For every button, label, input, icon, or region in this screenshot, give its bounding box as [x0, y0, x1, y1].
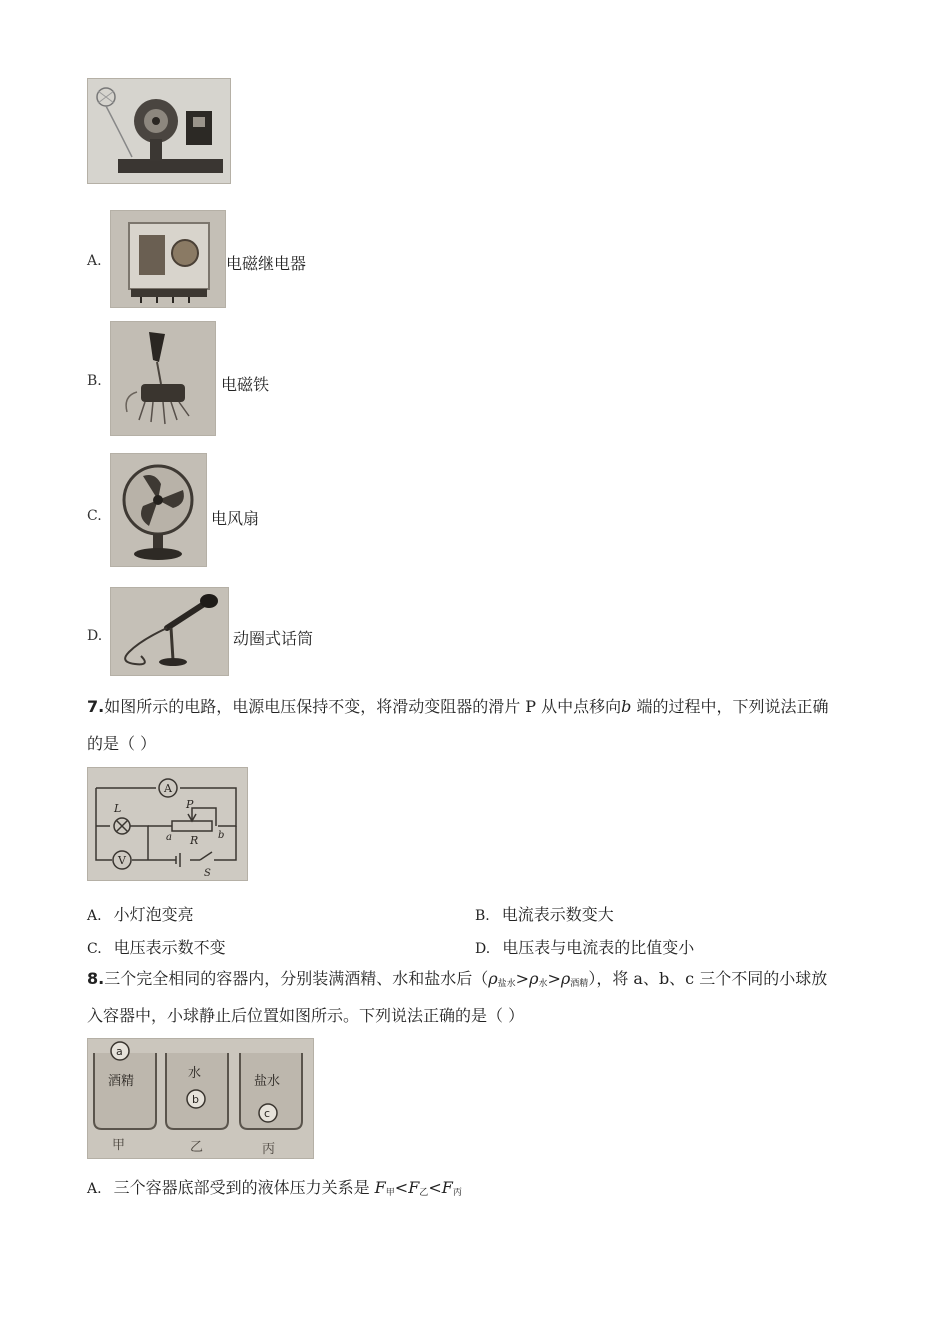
circuit-label-switch: S: [204, 868, 211, 879]
q8-choice-a-text: 三个容器底部受到的液体压力关系是: [113, 1178, 375, 1197]
rho-1: ρ: [488, 969, 498, 988]
rho-sub-salt: 盐水: [497, 979, 516, 989]
q8-stem-line2: 入容器中，小球静止后位置如图所示。下列说法正确的是（ ）: [87, 1006, 525, 1025]
lt-1: <: [394, 1178, 409, 1197]
q8-choice-a-letter: A.: [87, 1181, 102, 1197]
circuit-label-ammeter: A: [164, 782, 172, 795]
q8-line1-a: 三个完全相同的容器内，分别装满酒精、水和盐水后（: [104, 969, 489, 988]
microphone-photo: [110, 587, 229, 676]
q7-choice-c-letter: C.: [87, 941, 102, 957]
containers-balls-icon: [88, 1039, 313, 1158]
circuit-diagram-icon: [88, 768, 247, 880]
option-d-letter[interactable]: D.: [87, 628, 103, 644]
q7-choice-b-letter: B.: [475, 908, 490, 924]
rho-sub-water: 水: [538, 979, 548, 989]
electric-fan-icon: [111, 454, 206, 566]
ball-a-label: a: [116, 1045, 123, 1058]
lt-2: <: [428, 1178, 442, 1197]
q7-stem-line2: 的是（ ）: [87, 734, 157, 753]
force-sub-3: 丙: [452, 1188, 462, 1198]
q7-choice-a-text: 小灯泡变亮: [113, 905, 194, 924]
liquid-2-label: 水: [188, 1066, 202, 1081]
circuit-label-slider: P: [186, 798, 194, 811]
q7-choice-a[interactable]: [87, 902, 194, 925]
q7-choice-b[interactable]: [475, 902, 614, 925]
force-sub-1: 甲: [385, 1188, 395, 1198]
q8-line1-b: ），将 a、b、c 三个不同的小球放: [588, 969, 828, 988]
rho-3: ρ: [560, 969, 571, 988]
q6-stem-photo: [87, 78, 231, 184]
container-2-label: 乙: [190, 1140, 204, 1155]
q8-choice-a[interactable]: [87, 1175, 462, 1198]
force-f-2: F: [408, 1178, 420, 1197]
q8-stem-line1: [87, 961, 827, 1002]
force-sub-2: 乙: [419, 1188, 429, 1198]
gt-1: >: [515, 969, 530, 988]
q7-choice-c[interactable]: [87, 935, 226, 958]
q8-number: 8.: [87, 969, 105, 988]
container-1-label: 甲: [112, 1138, 126, 1153]
electromagnet-icon: [111, 322, 215, 435]
q7-choice-d-letter: D.: [475, 941, 491, 957]
q7-b-variable: b: [621, 697, 632, 716]
microphone-icon: [111, 588, 228, 675]
q7-choice-c-text: 电压表示数不变: [113, 938, 226, 957]
q7-stem-line1: [87, 689, 829, 725]
option-c-letter[interactable]: C.: [87, 508, 102, 524]
dynamo-apparatus-icon: [88, 79, 230, 183]
option-b-caption: 电磁铁: [221, 375, 270, 394]
q7-choice-d-text: 电压表与电流表的比值变小: [502, 938, 695, 957]
circuit-label-lamp: L: [114, 802, 122, 815]
rho-2: ρ: [529, 969, 539, 988]
option-c-caption: 电风扇: [211, 509, 260, 528]
q7-choice-b-text: 电流表示数变大: [501, 905, 614, 924]
liquid-1-label: 酒精: [108, 1074, 135, 1089]
option-d-caption: 动圈式话筒: [233, 629, 314, 648]
force-f-1: F: [374, 1178, 386, 1197]
q8-containers-figure: [87, 1038, 314, 1159]
q7-circuit-figure: [87, 767, 248, 881]
circuit-label-end-b: b: [218, 830, 225, 841]
q7-choice-d[interactable]: [475, 935, 694, 958]
container-3-label: 丙: [262, 1142, 276, 1157]
q7-line1-end: 端的过程中，下列说法正确: [631, 697, 829, 716]
liquid-3-label: 盐水: [254, 1074, 281, 1089]
q7-choice-a-letter: A.: [87, 908, 102, 924]
ball-b-label: b: [192, 1093, 199, 1106]
rho-sub-alcohol: 酒精: [570, 979, 589, 989]
relay-photo: [110, 210, 226, 308]
electric-fan-photo: [110, 453, 207, 567]
relay-icon: [111, 211, 225, 307]
gt-2: >: [547, 969, 561, 988]
ball-c-label: c: [264, 1107, 271, 1120]
option-b-letter[interactable]: B.: [87, 373, 102, 389]
circuit-label-resistor: R: [190, 834, 199, 847]
force-f-3: F: [441, 1178, 453, 1197]
circuit-label-end-a: a: [166, 832, 172, 843]
option-a-letter[interactable]: A.: [87, 253, 102, 269]
q7-number: 7.: [87, 697, 105, 716]
circuit-label-voltmeter: V: [118, 854, 126, 867]
electromagnet-photo: [110, 321, 216, 436]
option-a-caption: 电磁继电器: [226, 254, 307, 273]
q7-line1-text: 如图所示的电路，电源电压保持不变，将滑动变阻器的滑片 P 从中点移向: [104, 697, 622, 716]
